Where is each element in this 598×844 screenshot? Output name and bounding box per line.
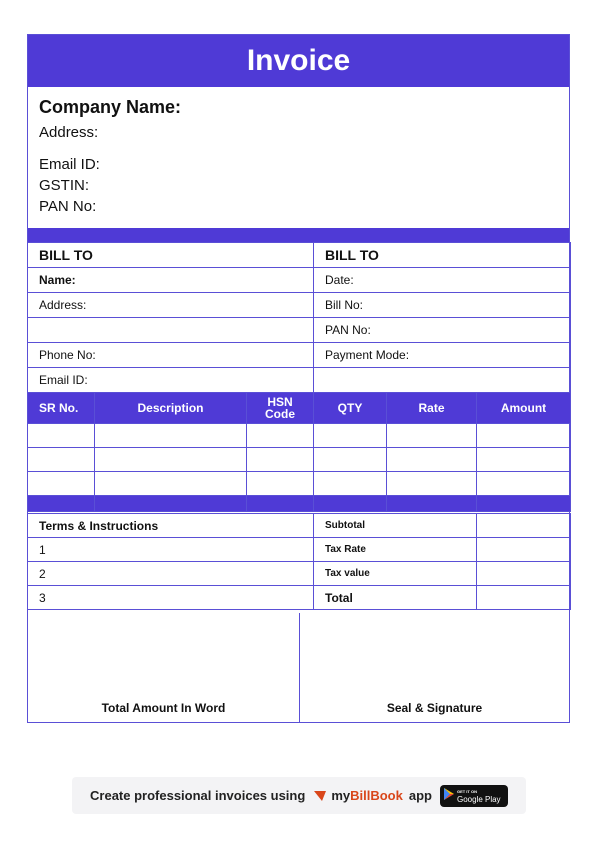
brand-name: myBillBook xyxy=(331,788,403,803)
company-pan-label: PAN No: xyxy=(39,198,97,215)
tax-value-label: Tax value xyxy=(314,562,477,586)
bill-payment-mode-label: Payment Mode: xyxy=(314,343,571,368)
invoice-title: Invoice xyxy=(28,35,569,87)
bill-address-line-2 xyxy=(28,318,314,343)
item-cell xyxy=(477,472,571,496)
item-cell xyxy=(387,472,477,496)
terms-item-1: 1 xyxy=(28,538,314,562)
col-hsn-code: HSN Code xyxy=(247,393,314,424)
col-sr-no: SR No. xyxy=(28,393,95,424)
item-row xyxy=(28,424,571,448)
amount-in-words-label: Total Amount In Word xyxy=(101,701,226,715)
company-gstin-label: GSTIN: xyxy=(39,177,90,194)
totals-table xyxy=(27,513,571,610)
bill-to-heading-left: BILL TO xyxy=(28,243,314,268)
item-cell xyxy=(387,448,477,472)
item-cell xyxy=(247,448,314,472)
company-block xyxy=(39,97,181,219)
col-description: Description xyxy=(95,393,247,424)
bill-to-table xyxy=(27,242,571,393)
bill-to-heading-right: BILL TO xyxy=(314,243,571,268)
seal-signature-box xyxy=(300,613,569,722)
item-cell xyxy=(314,448,387,472)
col-amount: Amount xyxy=(477,393,571,424)
google-play-icon xyxy=(444,788,454,803)
bill-number-label: Bill No: xyxy=(314,293,571,318)
tax-rate-label: Tax Rate xyxy=(314,538,477,562)
subtotal-label: Subtotal xyxy=(314,514,477,538)
company-name-label: Company Name: xyxy=(39,97,182,117)
promo-banner[interactable] xyxy=(72,777,526,814)
terms-heading: Terms & Instructions xyxy=(28,514,314,538)
item-row xyxy=(28,472,571,496)
item-cell xyxy=(28,448,95,472)
item-cell xyxy=(28,424,95,448)
item-row xyxy=(28,448,571,472)
bill-name-label: Name: xyxy=(28,268,314,293)
bill-empty-cell xyxy=(314,368,571,393)
bill-email-label: Email ID: xyxy=(28,368,314,393)
item-cell xyxy=(247,472,314,496)
col-rate: Rate xyxy=(387,393,477,424)
item-cell xyxy=(28,472,95,496)
promo-suffix: app xyxy=(408,788,432,803)
divider-band xyxy=(28,228,569,242)
item-cell xyxy=(95,424,247,448)
item-cell xyxy=(95,472,247,496)
item-cell xyxy=(314,472,387,496)
store-big-text: Google Play xyxy=(456,794,501,804)
item-cell xyxy=(477,448,571,472)
item-cell xyxy=(95,448,247,472)
brand-logo-icon xyxy=(313,790,327,802)
total-label: Total xyxy=(314,586,477,610)
footer-boxes xyxy=(28,613,569,722)
store-small-text: GET IT ON xyxy=(456,788,477,794)
col-qty: QTY xyxy=(314,393,387,424)
bill-address-label: Address: xyxy=(28,293,314,318)
item-cell xyxy=(477,424,571,448)
bill-date-label: Date: xyxy=(314,268,571,293)
item-cell xyxy=(247,424,314,448)
bill-phone-label: Phone No: xyxy=(28,343,314,368)
subtotal-value xyxy=(477,514,571,538)
items-table xyxy=(27,392,571,512)
item-cell xyxy=(314,424,387,448)
invoice-sheet xyxy=(27,34,570,723)
items-footer-band xyxy=(28,496,571,512)
promo-text: Create professional invoices using xyxy=(90,788,306,803)
total-value xyxy=(477,586,571,610)
bill-pan-label: PAN No: xyxy=(314,318,571,343)
terms-item-2: 2 xyxy=(28,562,314,586)
company-address-label: Address: xyxy=(39,124,99,141)
amount-in-words-box xyxy=(28,613,300,722)
item-cell xyxy=(387,424,477,448)
seal-signature-label: Seal & Signature xyxy=(386,701,483,715)
terms-item-3: 3 xyxy=(28,586,314,610)
google-play-badge[interactable] xyxy=(440,785,508,807)
tax-value-value xyxy=(477,562,571,586)
tax-rate-value xyxy=(477,538,571,562)
company-email-label: Email ID: xyxy=(39,156,100,173)
